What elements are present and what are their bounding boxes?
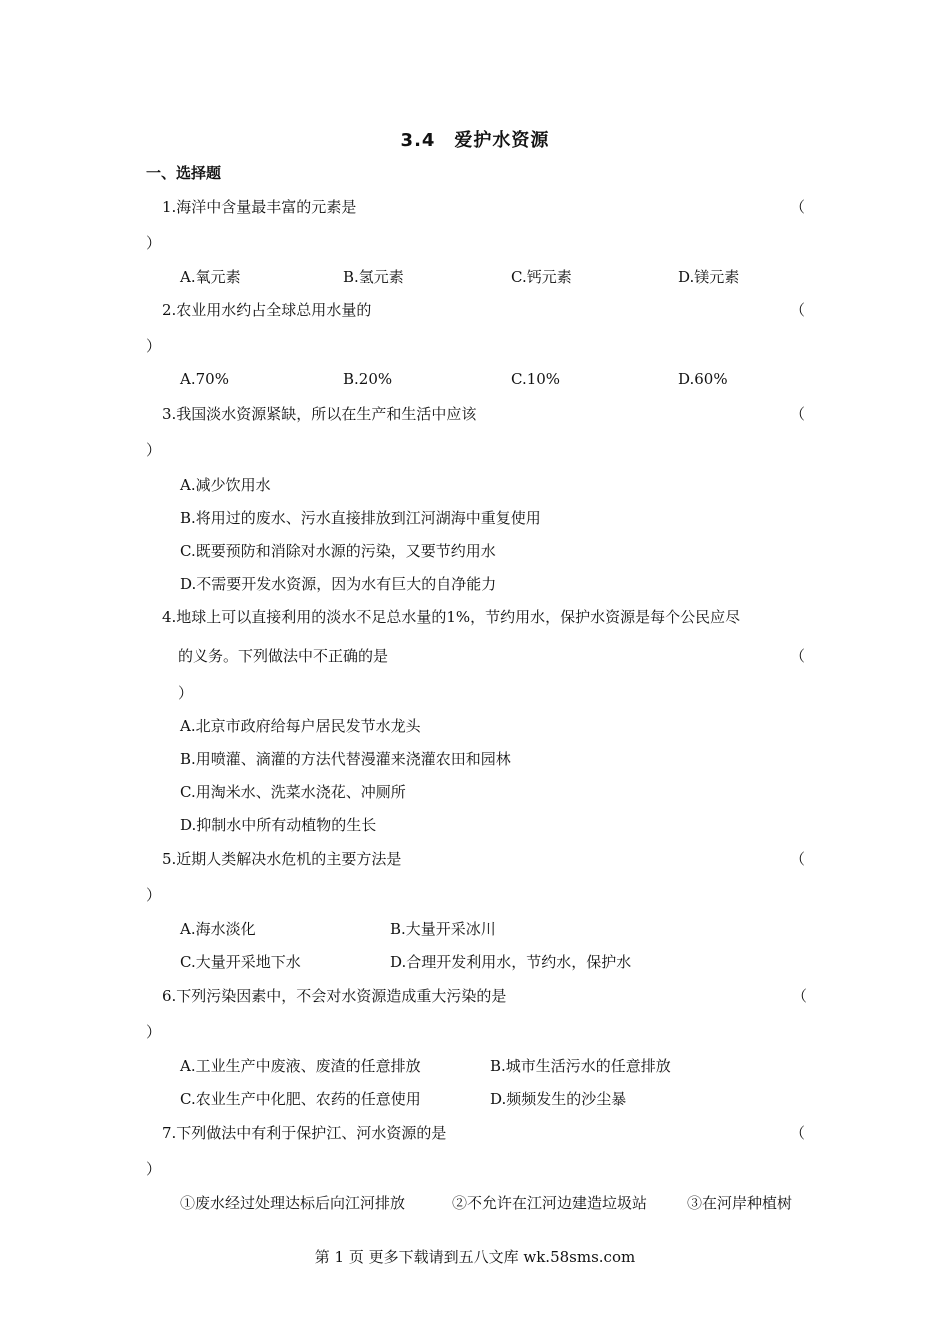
question-6-open-paren: （: [792, 987, 808, 1005]
question-4-option-c: C.用淘米水、洗菜水浇花、冲厕所: [180, 783, 406, 801]
question-2-option-d: D.60%: [678, 370, 728, 388]
question-3-option-a: A.减少饮用水: [180, 476, 271, 494]
question-5-stem: 5.近期人类解决水危机的主要方法是: [162, 850, 402, 868]
question-6-option-b: B.城市生活污水的任意排放: [490, 1057, 671, 1075]
question-6-close-paren: ）: [146, 1023, 162, 1041]
question-6-option-a: A.工业生产中废液、废渣的任意排放: [180, 1057, 421, 1075]
question-4-option-a: A.北京市政府给每户居民发节水龙头: [180, 717, 421, 735]
question-4-stem-continued: 的义务。下列做法中不正确的是: [178, 647, 389, 665]
question-5-option-d: D.合理开发利用水，节约水，保护水: [390, 953, 632, 971]
question-3-stem: 3.我国淡水资源紧缺，所以在生产和生活中应该: [162, 405, 477, 423]
section-heading: 一、选择题: [146, 164, 222, 182]
question-1-stem: 1.海洋中含量最丰富的元素是: [162, 198, 357, 216]
question-2-option-b: B.20%: [343, 370, 393, 388]
question-4-option-d: D.抑制水中所有动植物的生长: [180, 816, 377, 834]
question-1-close-paren: ）: [146, 234, 162, 252]
question-3-option-d: D.不需要开发水资源，因为水有巨大的自净能力: [180, 575, 497, 593]
page-title: 3.4 爱护水资源: [400, 130, 550, 151]
question-7-item-2: ②不允许在江河边建造垃圾站: [452, 1194, 648, 1212]
question-7-item-1: ①废水经过处理达标后向江河排放: [180, 1194, 406, 1212]
question-4-open-paren: （: [790, 647, 806, 665]
question-5-close-paren: ）: [146, 886, 162, 904]
question-3-open-paren: （: [790, 405, 806, 423]
question-5-open-paren: （: [790, 850, 806, 868]
question-1-option-c: C.钙元素: [511, 268, 572, 286]
question-5-option-a: A.海水淡化: [180, 920, 256, 938]
question-2-stem: 2.农业用水约占全球总用水量的: [162, 301, 372, 319]
question-1-option-d: D.镁元素: [678, 268, 740, 286]
question-7-open-paren: （: [790, 1124, 806, 1142]
question-1-option-b: B.氢元素: [343, 268, 404, 286]
question-2-option-a: A.70%: [180, 370, 229, 388]
question-6-option-c: C.农业生产中化肥、农药的任意使用: [180, 1090, 421, 1108]
question-6-stem: 6.下列污染因素中，不会对水资源造成重大污染的是: [162, 987, 507, 1005]
question-7-stem: 7.下列做法中有利于保护江、河水资源的是: [162, 1124, 447, 1142]
question-5-option-b: B.大量开采冰川: [390, 920, 496, 938]
question-3-option-c: C.既要预防和消除对水源的污染，又要节约用水: [180, 542, 496, 560]
question-4-stem: 4.地球上可以直接利用的淡水不足总水量的1%，节约用水，保护水资源是每个公民应尽: [162, 608, 741, 626]
question-6-option-d: D.频频发生的沙尘暴: [490, 1090, 627, 1108]
question-1-option-a: A.氧元素: [180, 268, 241, 286]
question-3-close-paren: ）: [146, 441, 162, 459]
question-2-close-paren: ）: [146, 337, 162, 355]
question-1-open-paren: （: [790, 198, 806, 216]
question-7-close-paren: ）: [146, 1160, 162, 1178]
question-4-close-paren: ）: [178, 684, 194, 702]
question-4-option-b: B.用喷灌、滴灌的方法代替漫灌来浇灌农田和园林: [180, 750, 511, 768]
question-5-option-c: C.大量开采地下水: [180, 953, 301, 971]
question-2-option-c: C.10%: [511, 370, 561, 388]
question-7-item-3: ③在河岸种植树: [687, 1194, 793, 1212]
page-footer: 第 1 页 更多下载请到五八文库 wk.58sms.com: [314, 1248, 636, 1266]
question-3-option-b: B.将用过的废水、污水直接排放到江河湖海中重复使用: [180, 509, 541, 527]
question-2-open-paren: （: [790, 301, 806, 319]
